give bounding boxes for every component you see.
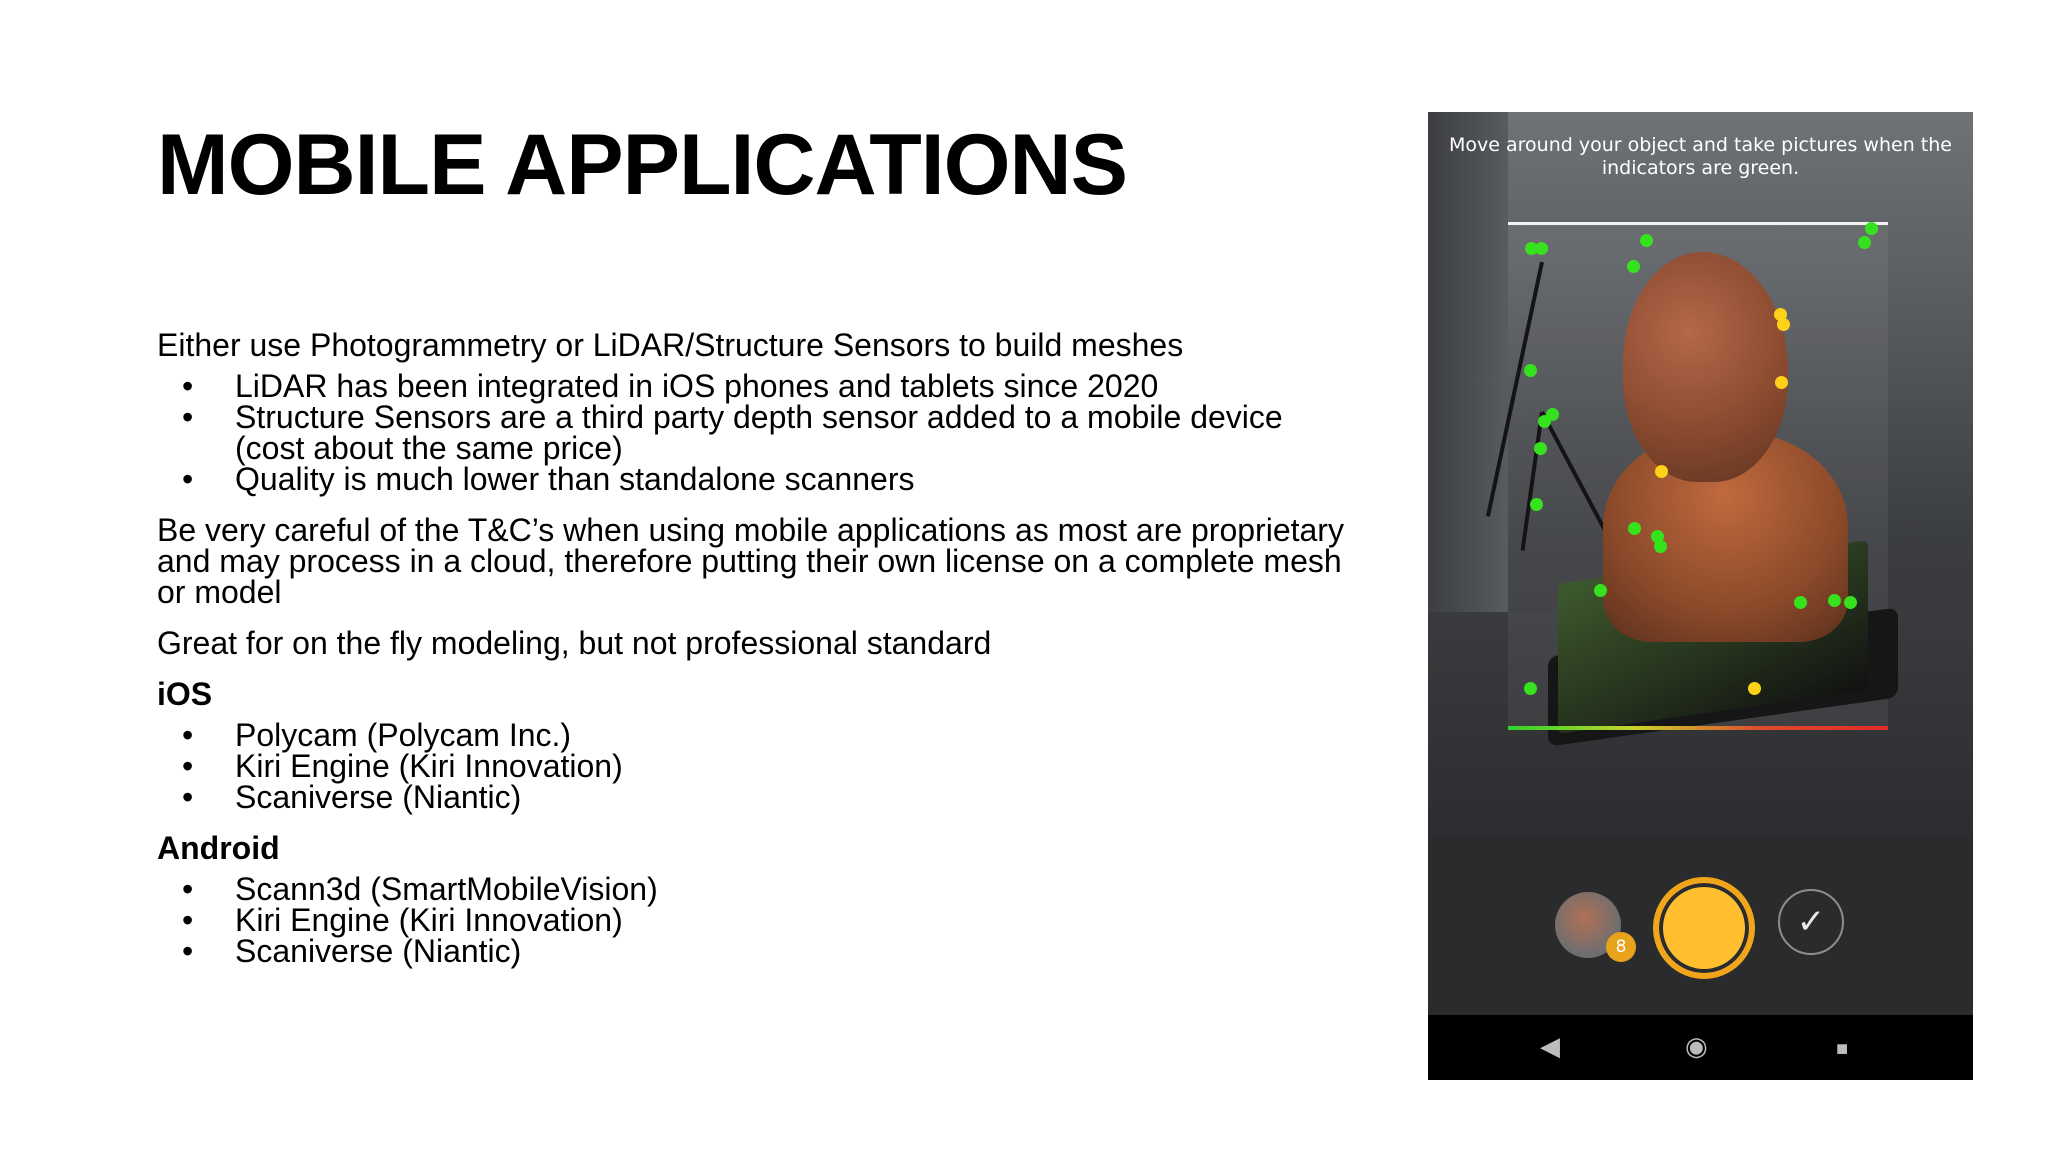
- tracking-indicator: [1775, 376, 1788, 389]
- android-nav-bar: [1428, 1015, 1973, 1080]
- list-item: • Quality is much lower than standalone scanners: [157, 464, 1357, 495]
- back-icon[interactable]: ◀: [1540, 1031, 1560, 1061]
- tracking-indicator: [1535, 242, 1548, 255]
- slide-body: [157, 327, 1357, 987]
- camera-viewfinder: [1428, 112, 1973, 837]
- ios-heading: iOS: [157, 676, 213, 712]
- tracking-indicator: [1627, 260, 1640, 273]
- android-heading: Android: [157, 830, 280, 866]
- list-item: • Structure Sensors are a third party depth sensor added to a mobile device (cost about the same price): [157, 402, 1357, 464]
- caution-text: Be very careful of the T&C’s when using mobile applications as most are proprietary and may process in a cloud, therefore putting their own license on a complete mesh or model: [157, 512, 1344, 610]
- tracking-indicator: [1654, 540, 1667, 553]
- check-icon: ✓: [1796, 903, 1826, 941]
- tracking-indicator: [1858, 236, 1871, 249]
- capture-instruction: Move around your object and take pictures when the indicators are green.: [1449, 134, 1952, 179]
- intro-text: Either use Photogrammetry or LiDAR/Structure Sensors to build meshes: [157, 327, 1184, 363]
- home-icon[interactable]: ◉: [1685, 1031, 1708, 1061]
- tracking-indicator: [1777, 318, 1790, 331]
- android-app-list: [157, 871, 1357, 969]
- tracking-indicator: [1628, 522, 1641, 535]
- list-item: • Scann3d (SmartMobileVision): [157, 874, 1357, 905]
- intro-bullet-list: [157, 368, 1357, 497]
- list-item: • Kiri Engine (Kiri Innovation): [157, 905, 1357, 936]
- capture-controls: [1428, 837, 1973, 1015]
- slide-title: MOBILE APPLICATIONS: [157, 117, 1127, 213]
- tracking-indicator: [1534, 442, 1547, 455]
- summary-text: Great for on the fly modeling, but not professional standard: [157, 625, 992, 661]
- list-item: • Scaniverse (Niantic): [157, 782, 1357, 813]
- tracking-indicator: [1640, 234, 1653, 247]
- list-item: • Scaniverse (Niantic): [157, 936, 1357, 967]
- list-item: • Kiri Engine (Kiri Innovation): [157, 751, 1357, 782]
- tracking-indicator: [1865, 222, 1878, 235]
- tracking-indicator: [1594, 584, 1607, 597]
- shutter-button[interactable]: [1653, 877, 1755, 979]
- photo-count-badge: 8: [1606, 932, 1636, 962]
- tracking-indicator: [1524, 364, 1537, 377]
- tracking-indicator: [1794, 596, 1807, 609]
- tracking-indicator: [1538, 415, 1551, 428]
- capture-frame-base: [1508, 726, 1888, 730]
- ios-app-list: [157, 717, 1357, 815]
- list-item: • Polycam (Polycam Inc.): [157, 720, 1357, 751]
- tracking-indicator: [1844, 596, 1857, 609]
- tracking-indicator: [1748, 682, 1761, 695]
- recents-icon[interactable]: ■: [1836, 1038, 1849, 1060]
- phone-screenshot: [1428, 112, 1973, 1080]
- confirm-button[interactable]: [1778, 889, 1844, 955]
- tracking-indicator: [1828, 594, 1841, 607]
- tracking-indicator: [1530, 498, 1543, 511]
- list-item: • LiDAR has been integrated in iOS phones and tablets since 2020: [157, 371, 1357, 402]
- tracking-indicator: [1655, 465, 1668, 478]
- tracking-indicator: [1524, 682, 1537, 695]
